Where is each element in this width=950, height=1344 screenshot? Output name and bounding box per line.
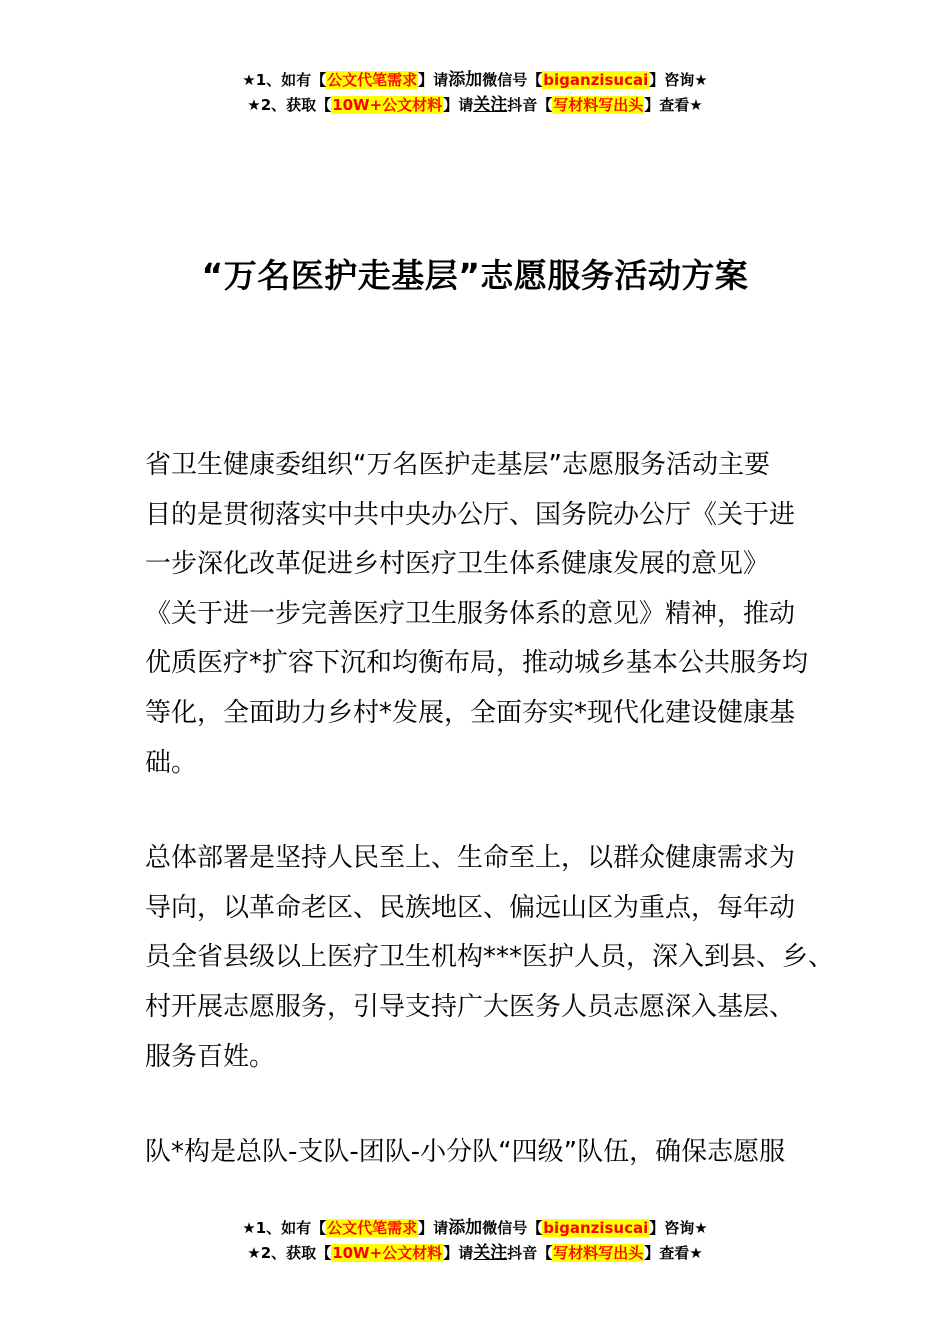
promo-wechat-id: biganzisucai	[543, 1219, 649, 1237]
paragraph-deployment	[145, 834, 835, 1082]
promo-highlight: 10W+公文材料	[332, 1244, 443, 1262]
paragraph-line: 总体部署是坚持人民至上、生命至上，以群众健康需求为	[145, 843, 796, 874]
promo-text: 】请	[418, 71, 449, 89]
promo-text: 】查看★	[644, 96, 703, 114]
promo-text: ★1、如有【	[242, 1219, 327, 1237]
promo-text: 】请	[443, 96, 474, 114]
promo-line-1	[0, 68, 950, 93]
paragraph-structure	[145, 1128, 813, 1178]
promo-text: 微信号【	[482, 71, 543, 89]
promo-douyin-id: 写材料写出头	[553, 1244, 644, 1262]
promo-banner-top	[0, 68, 950, 118]
promo-highlight: 公文代笔需求	[327, 1219, 418, 1237]
promo-text: ★1、如有【	[242, 71, 327, 89]
promo-text: ★2、获取【	[247, 96, 332, 114]
document-body	[145, 441, 835, 1224]
document-title: “万名医护走基层”志愿服务活动方案	[201, 256, 749, 295]
promo-douyin-id: 写材料写出头	[553, 96, 644, 114]
paragraph-line: 队*构是总队-支队-团队-小分队“四级”队伍，确保志愿服	[145, 1137, 786, 1168]
promo-line-1	[0, 1216, 950, 1241]
paragraph-line: 导向，以革命老区、民族地区、偏远山区为重点，每年动	[145, 892, 796, 923]
promo-banner-bottom	[0, 1216, 950, 1266]
promo-line-2	[0, 1241, 950, 1266]
promo-emphasis: 添加	[448, 70, 483, 90]
promo-text: 抖音【	[507, 1244, 553, 1262]
paragraph-line: 优质医疗*扩容下沉和均衡布局，推动城乡基本公共服务均	[145, 648, 809, 679]
promo-line-2	[0, 93, 950, 118]
promo-text: ★2、获取【	[247, 1244, 332, 1262]
promo-emphasis: 添加	[448, 1218, 483, 1238]
paragraph-purpose	[145, 441, 813, 788]
promo-text: 抖音【	[507, 96, 553, 114]
promo-text: 微信号【	[482, 1219, 543, 1237]
paragraph-line: 目的是贯彻落实中共中央办公厅、国务院办公厅《关于进	[145, 499, 796, 530]
promo-wechat-id: biganzisucai	[543, 71, 649, 89]
paragraph-line: 员全省县级以上医疗卫生机构***医护人员，深入到县、乡、	[145, 942, 835, 973]
promo-text: 】咨询★	[649, 71, 708, 89]
paragraph-line: 础。	[145, 747, 198, 778]
promo-emphasis: 关注	[473, 95, 508, 115]
promo-emphasis: 关注	[473, 1243, 508, 1263]
promo-text: 】请	[443, 1244, 474, 1262]
paragraph-line: 村开展志愿服务，引导支持广大医务人员志愿深入基层、	[145, 991, 796, 1022]
promo-highlight: 10W+公文材料	[332, 96, 443, 114]
promo-text: 】咨询★	[649, 1219, 708, 1237]
paragraph-line: 一步深化改革促进乡村医疗卫生体系健康发展的意见》	[145, 549, 770, 580]
promo-text: 】请	[418, 1219, 449, 1237]
paragraph-line: 《关于进一步完善医疗卫生服务体系的意见》精神，推动	[145, 598, 796, 629]
promo-highlight: 公文代笔需求	[327, 71, 418, 89]
paragraph-line: 省卫生健康委组织“万名医护走基层”志愿服务活动主要	[145, 450, 770, 480]
promo-text: 】查看★	[644, 1244, 703, 1262]
paragraph-line: 服务百姓。	[145, 1041, 276, 1072]
paragraph-line: 等化，全面助力乡村*发展，全面夯实*现代化建设健康基	[145, 697, 796, 728]
